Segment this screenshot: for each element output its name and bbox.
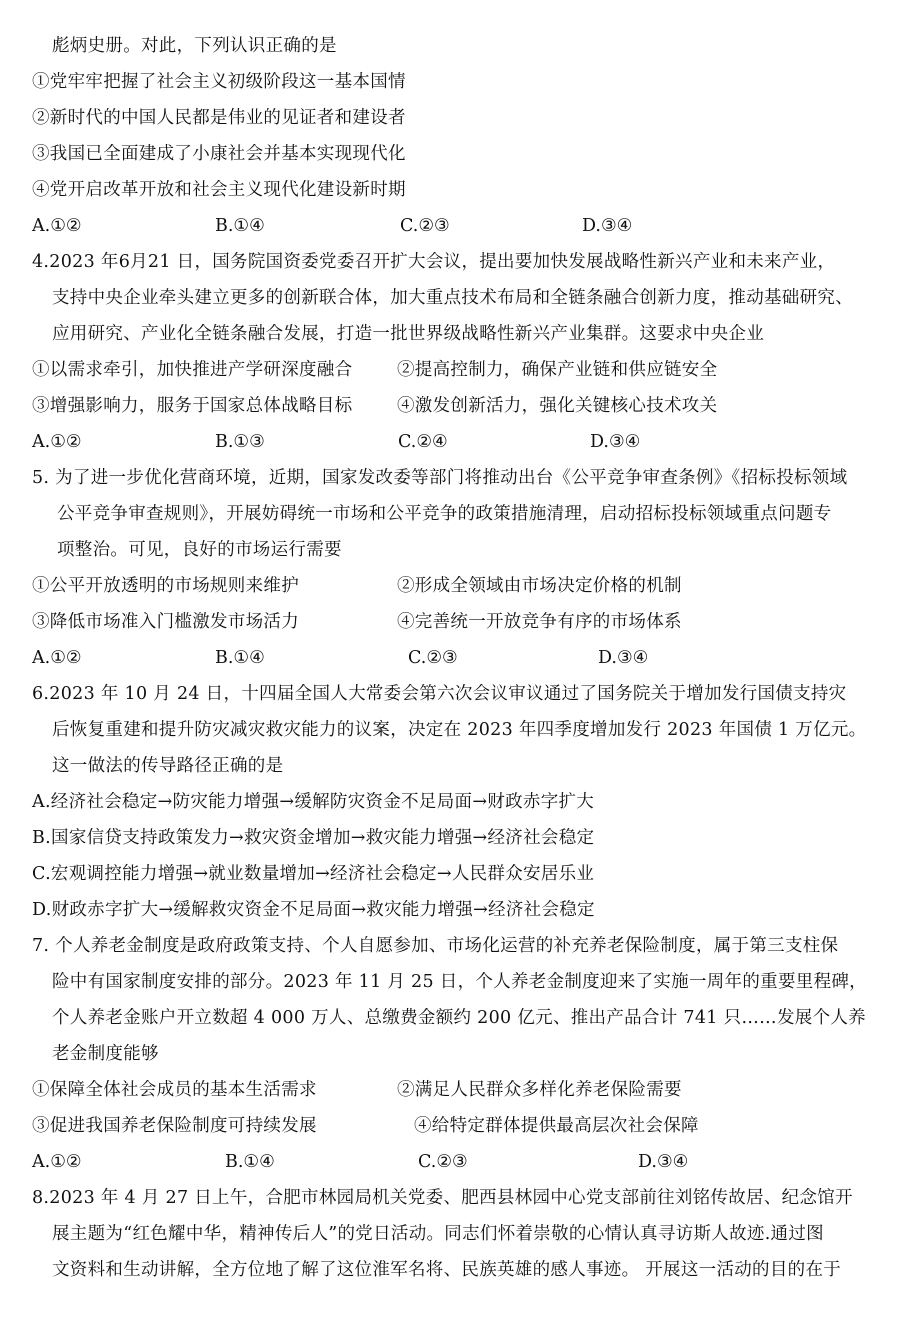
q3-option-b: B.①④ [215,216,265,236]
q5-stem-line-3: 项整治。可见，良好的市场运行需要 [57,540,342,560]
q7-item-3: ③促进我国养老保险制度可持续发展 [32,1116,317,1136]
q3-item-3: ③我国已全面建成了小康社会并基本实现现代化 [32,144,406,164]
q5-option-d: D.③④ [598,648,649,668]
q6-stem-line-3: 这一做法的传导路径正确的是 [52,756,284,776]
q4-item-1: ①以需求牵引，加快推进产学研深度融合 [32,360,353,380]
q5-option-a: A.①② [32,648,82,668]
q5-item-3: ③降低市场准入门槛激发市场活力 [32,612,299,632]
q3-item-4: ④党开启改革开放和社会主义现代化建设新时期 [32,180,406,200]
q4-item-3: ③增强影响力，服务于国家总体战略目标 [32,396,353,416]
q5-item-1: ①公平开放透明的市场规则来维护 [32,576,299,596]
q7-stem-line-4: 老金制度能够 [52,1044,159,1064]
q6-stem-line-1: 6.2023 年 10 月 24 日，十四届全国人大常委会第六次会议审议通过了国务院关于增加发行国债支持灾 [32,684,847,704]
q5-stem-line-1: 5. 为了进一步优化营商环境，近期，国家发改委等部门将推动出台《公平竞争审查条例》《招标投标领域 [32,468,848,488]
q4-stem-line-3: 应用研究、产业化全链条融合发展，打造一批世界级战略性新兴产业集群。这要求中央企业 [52,324,764,344]
q4-option-c: C.②④ [398,432,448,452]
q4-item-4: ④激发创新活力，强化关键核心技术攻关 [397,396,718,416]
q7-stem-line-2: 险中有国家制度安排的部分。2023 年 11 月 25 日，个人养老金制度迎来了实施一周年的重要里程碑， [52,972,867,992]
q6-stem-line-2: 后恢复重建和提升防灾减灾救灾能力的议案，决定在 2023 年四季度增加发行 2023 年国债 1 万亿元。 [52,720,867,740]
q3-option-d: D.③④ [582,216,633,236]
q5-option-b: B.①④ [215,648,265,668]
q5-item-4: ④完善统一开放竞争有序的市场体系 [397,612,682,632]
q8-stem-line-2: 展主题为“红色耀中华，精神传后人”的党日活动。同志们怀着崇敬的心情认真寻访斯人故迹.通过图 [52,1224,824,1244]
q6-option-d: D.财政赤字扩大→缓解救灾资金不足局面→救灾能力增强→经济社会稳定 [32,900,595,920]
q4-stem-line-2: 支持中央企业牵头建立更多的创新联合体，加大重点技术布局和全链条融合创新力度，推动基础研究、 [52,288,853,308]
q6-option-b: B.国家信贷支持政策发力→救灾资金增加→救灾能力增强→经济社会稳定 [32,828,595,848]
q7-option-c: C.②③ [418,1152,468,1172]
q3-item-2: ②新时代的中国人民都是伟业的见证者和建设者 [32,108,406,128]
q7-option-b: B.①④ [225,1152,275,1172]
q7-stem-line-3: 个人养老金账户开立数超 4 000 万人、总缴费金额约 200 亿元、推出产品合计 741 只……发展个人养 [52,1008,866,1028]
q6-option-a: A.经济社会稳定→防灾能力增强→缓解防灾资金不足局面→财政赤字扩大 [32,792,595,812]
q8-stem-line-3: 文资料和生动讲解，全方位地了解了这位淮军名将、民族英雄的感人事迹。 开展这一活动的目的在于 [52,1260,842,1280]
q4-item-2: ②提高控制力，确保产业链和供应链安全 [397,360,718,380]
q5-option-c: C.②③ [408,648,458,668]
q6-option-c: C.宏观调控能力增强→就业数量增加→经济社会稳定→人民群众安居乐业 [32,864,595,884]
q8-stem-line-1: 8.2023 年 4 月 27 日上午，合肥市林园局机关党委、肥西县林园中心党支部前往刘铭传故居、纪念馆开 [32,1188,853,1208]
q7-item-1: ①保障全体社会成员的基本生活需求 [32,1080,317,1100]
q3-item-1: ①党牢牢把握了社会主义初级阶段这一基本国情 [32,72,406,92]
q3-stem-tail: 彪炳史册。对此，下列认识正确的是 [52,36,337,56]
q5-stem-line-2: 公平竞争审查规则》，开展妨碍统一市场和公平竞争的政策措施清理，启动招标投标领域重点问题专 [57,504,832,524]
q7-option-a: A.①② [32,1152,82,1172]
q3-option-a: A.①② [32,216,82,236]
q7-stem-line-1: 7. 个人养老金制度是政府政策支持、个人自愿参加、市场化运营的补充养老保险制度，属于第三支柱保 [32,936,839,956]
q7-item-4: ④给特定群体提供最高层次社会保障 [414,1116,699,1136]
q4-option-d: D.③④ [590,432,641,452]
q7-item-2: ②满足人民群众多样化养老保险需要 [397,1080,682,1100]
q7-option-d: D.③④ [638,1152,689,1172]
q3-option-c: C.②③ [400,216,450,236]
q5-item-2: ②形成全领域由市场决定价格的机制 [397,576,682,596]
q4-option-b: B.①③ [215,432,265,452]
q4-stem-line-1: 4.2023 年6月21 日，国务院国资委党委召开扩大会议，提出要加快发展战略性新兴产业和未来产业， [32,252,836,272]
q4-option-a: A.①② [32,432,82,452]
